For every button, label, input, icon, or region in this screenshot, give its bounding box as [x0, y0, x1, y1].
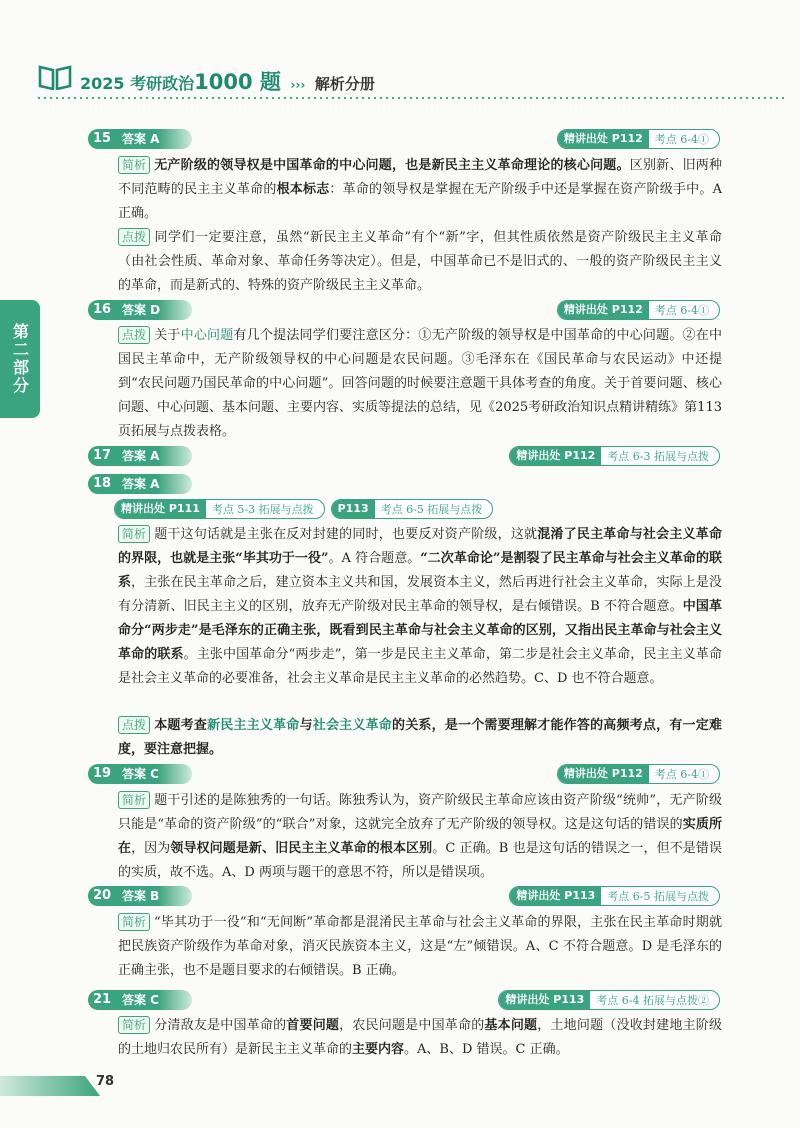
- source-point: 考点 6-4①: [654, 304, 709, 317]
- text: ：革命的领导权是掌握在无产阶级手中还是掌握在资产阶级手中。A 正确。: [118, 182, 722, 221]
- bold-text: 与: [299, 718, 313, 733]
- text: ，因为: [131, 841, 171, 856]
- bold-text: 基本问题: [484, 1018, 538, 1033]
- bold-text: 混淆了民主革命与社会主义革命的界限，也就是主张“毕其功于一役”: [118, 527, 722, 566]
- question-number: 17: [88, 446, 116, 466]
- source-tag: 精讲出处 P112: [558, 301, 649, 319]
- page-footer: [0, 1072, 130, 1098]
- footer-bar: [0, 1076, 100, 1096]
- answer-badge: 答案 C: [116, 764, 192, 784]
- source-pill: [557, 129, 720, 149]
- text: 区别新、旧两种不同范畴的民主主义革命的: [118, 158, 722, 197]
- question-number: 16: [88, 300, 116, 320]
- chevrons-icon: ›››: [290, 78, 306, 92]
- source-pill: [498, 990, 720, 1010]
- text: 。C 正确。B 也是这句话的错误之一，但不是错误的实质，故不选。A、D 两项与题干的意思不符，所以是错误项。: [118, 841, 722, 880]
- text: 题干引述的是陈独秀的一句话。陈独秀认为，资产阶级民主革命应该由资产阶级“统帅”，无产阶级只能是“革命的资产阶级”的“联合”对象，这就完全放弃了无产阶级的领导权。这是这句话的错误的: [118, 793, 722, 832]
- q18-analysis: [118, 523, 722, 691]
- text: 关于: [154, 328, 181, 343]
- bold-text: 主要内容: [352, 1042, 405, 1057]
- text: “毕其功于一役”和“无间断”革命都是混淆民主革命与社会主义革命的界限，主张在民主革命时期就把民族资产阶级作为革命对象，消灭民族资本主义，这是“左”倾错误。A、C 不符合题意。D 是毛泽东的正确主张，也不是题目要求的右倾错误。B 正确。: [118, 915, 722, 978]
- bold-text: “二次革命论”是割裂了民主革命与社会主义革命的联系: [118, 551, 722, 590]
- page-header: [0, 58, 800, 98]
- source-tag: 精讲出处 P113: [499, 991, 590, 1009]
- source-tag: 精讲出处 P112: [558, 130, 649, 148]
- text: 题干这句话就是主张在反对封建的同时，也要反对资产阶级，这就: [154, 527, 538, 542]
- text: 。A 符合题意。: [328, 551, 421, 566]
- source-point: 考点 5-3 拓展与点拨: [211, 503, 314, 516]
- question-number: 20: [88, 886, 116, 906]
- source-point: 考点 6-4 拓展与点拨②: [596, 994, 709, 1007]
- answer-badge: 答案 A: [116, 129, 192, 149]
- dianbo-label: 点拨: [118, 228, 150, 246]
- source-point: 考点 6-5 拓展与点拨: [607, 890, 709, 903]
- bold-text: 中国革命分“两步走”是毛泽东的正确主张，既看到民主革命与社会主义革命的区别，又指出民主革命与社会主义革命的联系: [118, 599, 722, 662]
- question-19-header: [88, 764, 720, 786]
- source-tag: 精讲出处 P112: [510, 447, 601, 465]
- question-18-header: [88, 474, 720, 496]
- source-point: 考点 6-5 拓展与点拨: [380, 503, 483, 516]
- q18-references: [114, 499, 493, 519]
- source-point: 考点 6-4①: [654, 133, 709, 146]
- page-number: 78: [96, 1074, 115, 1089]
- text: 。A、B、D 错误。C 正确。: [404, 1042, 569, 1057]
- question-17-header: [88, 446, 720, 468]
- text: 分清敌友是中国革命的: [154, 1018, 287, 1033]
- title-prefix: 2025 考研政治: [80, 74, 195, 93]
- highlight-text: 中心问题: [180, 328, 234, 343]
- book-icon: [38, 64, 72, 90]
- bold-text: 的关系，是一个需要理解才能作答的高频考点，有一定难度，要注意把握。: [118, 718, 722, 757]
- bold-text: 本题考查: [154, 718, 208, 733]
- source-tag: P113: [332, 500, 375, 518]
- q19-analysis: [118, 789, 722, 885]
- text: 有几个提法同学们要注意区分：①无产阶级的领导权是中国革命的中心问题。②在中国民主革命中，无产阶级领导权的中心问题是农民问题。③毛泽东在《国民革命与农民运动》中还提到“农民问题乃国民革命的中心问题”。回答问题的时候要注意题干具体考查的角度。关于首要问题、核心问题、中心问题、基本问题、主要内容、实质等提法的总结，见《2025考研政治知识点精讲精练》第113页拓展与点拨表格。: [118, 328, 722, 439]
- text: 同学们一定要注意，虽然“新民主主义革命”有个“新”字，但其性质依然是资产阶级民主主义革命（由社会性质、革命对象、革命任务等决定）。但是，中国革命已不是旧式的、一般的资产阶级民主主义的革命，而是新式的、特殊的资产阶级民主主义革命。: [118, 230, 722, 293]
- bold-text: 首要问题: [286, 1018, 340, 1033]
- source-pill: [509, 446, 720, 466]
- part-side-tab: 第二部分: [0, 300, 40, 418]
- source-pill: [557, 300, 720, 320]
- answer-badge: 答案 A: [116, 474, 192, 494]
- source-point: 考点 6-4①: [654, 768, 709, 781]
- text: ，农民问题是中国革命的: [339, 1018, 485, 1033]
- q16-tip: [118, 324, 722, 444]
- source-pill: [331, 499, 494, 519]
- text: ，主张在民主革命之后，建立资本主义共和国，发展资本主义，然后再进行社会主义革命，实际上是没有分清新、旧民主主义的区别，放弃无产阶级对民主革命的领导权，是右倾错误。B 不符合题意。: [118, 575, 722, 614]
- highlight-text: 社会主义革命: [312, 718, 392, 733]
- source-point: 考点 6-3 拓展与点拨: [607, 450, 709, 463]
- header-subtitle: 解析分册: [314, 75, 375, 93]
- dianbo-label: 点拨: [118, 326, 150, 344]
- q15-analysis: [118, 154, 722, 226]
- answer-badge: 答案 A: [116, 446, 192, 466]
- header-title: [80, 66, 375, 96]
- dianbo-label: 点拨: [118, 716, 150, 734]
- bold-text: 领导权问题是新、旧民主主义革命的根本区别: [170, 841, 433, 856]
- source-pill: [114, 499, 325, 519]
- question-16-header: [88, 300, 720, 322]
- question-21-header: [88, 990, 720, 1012]
- question-number: 18: [88, 474, 116, 494]
- text: 。主张中国革命分“两步走”，第一步是民主主义革命，第二步是社会主义革命，民主主义革命是社会主义革命的必要准备，社会主义革命是民主主义革命的必然趋势。C、D 也不符合题意。: [118, 647, 722, 686]
- bold-text: 无产阶级的领导权是中国革命的中心问题，也是新民主主义革命理论的核心问题。: [154, 158, 630, 173]
- question-20-header: [88, 886, 720, 908]
- header-divider: [36, 96, 788, 99]
- question-number: 15: [88, 129, 116, 149]
- source-pill: [557, 764, 720, 784]
- title-big: 1000 题: [194, 70, 281, 94]
- jianxi-label: 简析: [118, 156, 150, 174]
- jianxi-label: 简析: [118, 525, 150, 543]
- source-tag: 精讲出处 P111: [115, 500, 206, 518]
- answer-badge: 答案 C: [116, 990, 192, 1010]
- answer-badge: 答案 B: [116, 886, 192, 906]
- q20-analysis: [118, 911, 722, 983]
- q15-tip: [118, 226, 722, 298]
- jianxi-label: 简析: [118, 791, 150, 809]
- jianxi-label: 简析: [118, 913, 150, 931]
- q21-analysis: [118, 1014, 722, 1062]
- question-number: 21: [88, 990, 116, 1010]
- source-tag: 精讲出处 P113: [510, 887, 601, 905]
- source-tag: 精讲出处 P112: [558, 765, 649, 783]
- question-15-header: [88, 129, 720, 151]
- bold-text: 实质所在: [118, 817, 722, 856]
- highlight-text: 新民主主义革命: [207, 718, 300, 733]
- question-number: 19: [88, 764, 116, 784]
- answer-badge: 答案 D: [116, 300, 192, 320]
- q18-tip: [118, 714, 722, 762]
- source-pill: [509, 886, 720, 906]
- jianxi-label: 简析: [118, 1016, 150, 1034]
- bold-text: 根本标志: [276, 182, 330, 197]
- text: ，土地问题（没收封建地主阶级的土地归农民所有）是新民主主义革命的: [118, 1018, 722, 1057]
